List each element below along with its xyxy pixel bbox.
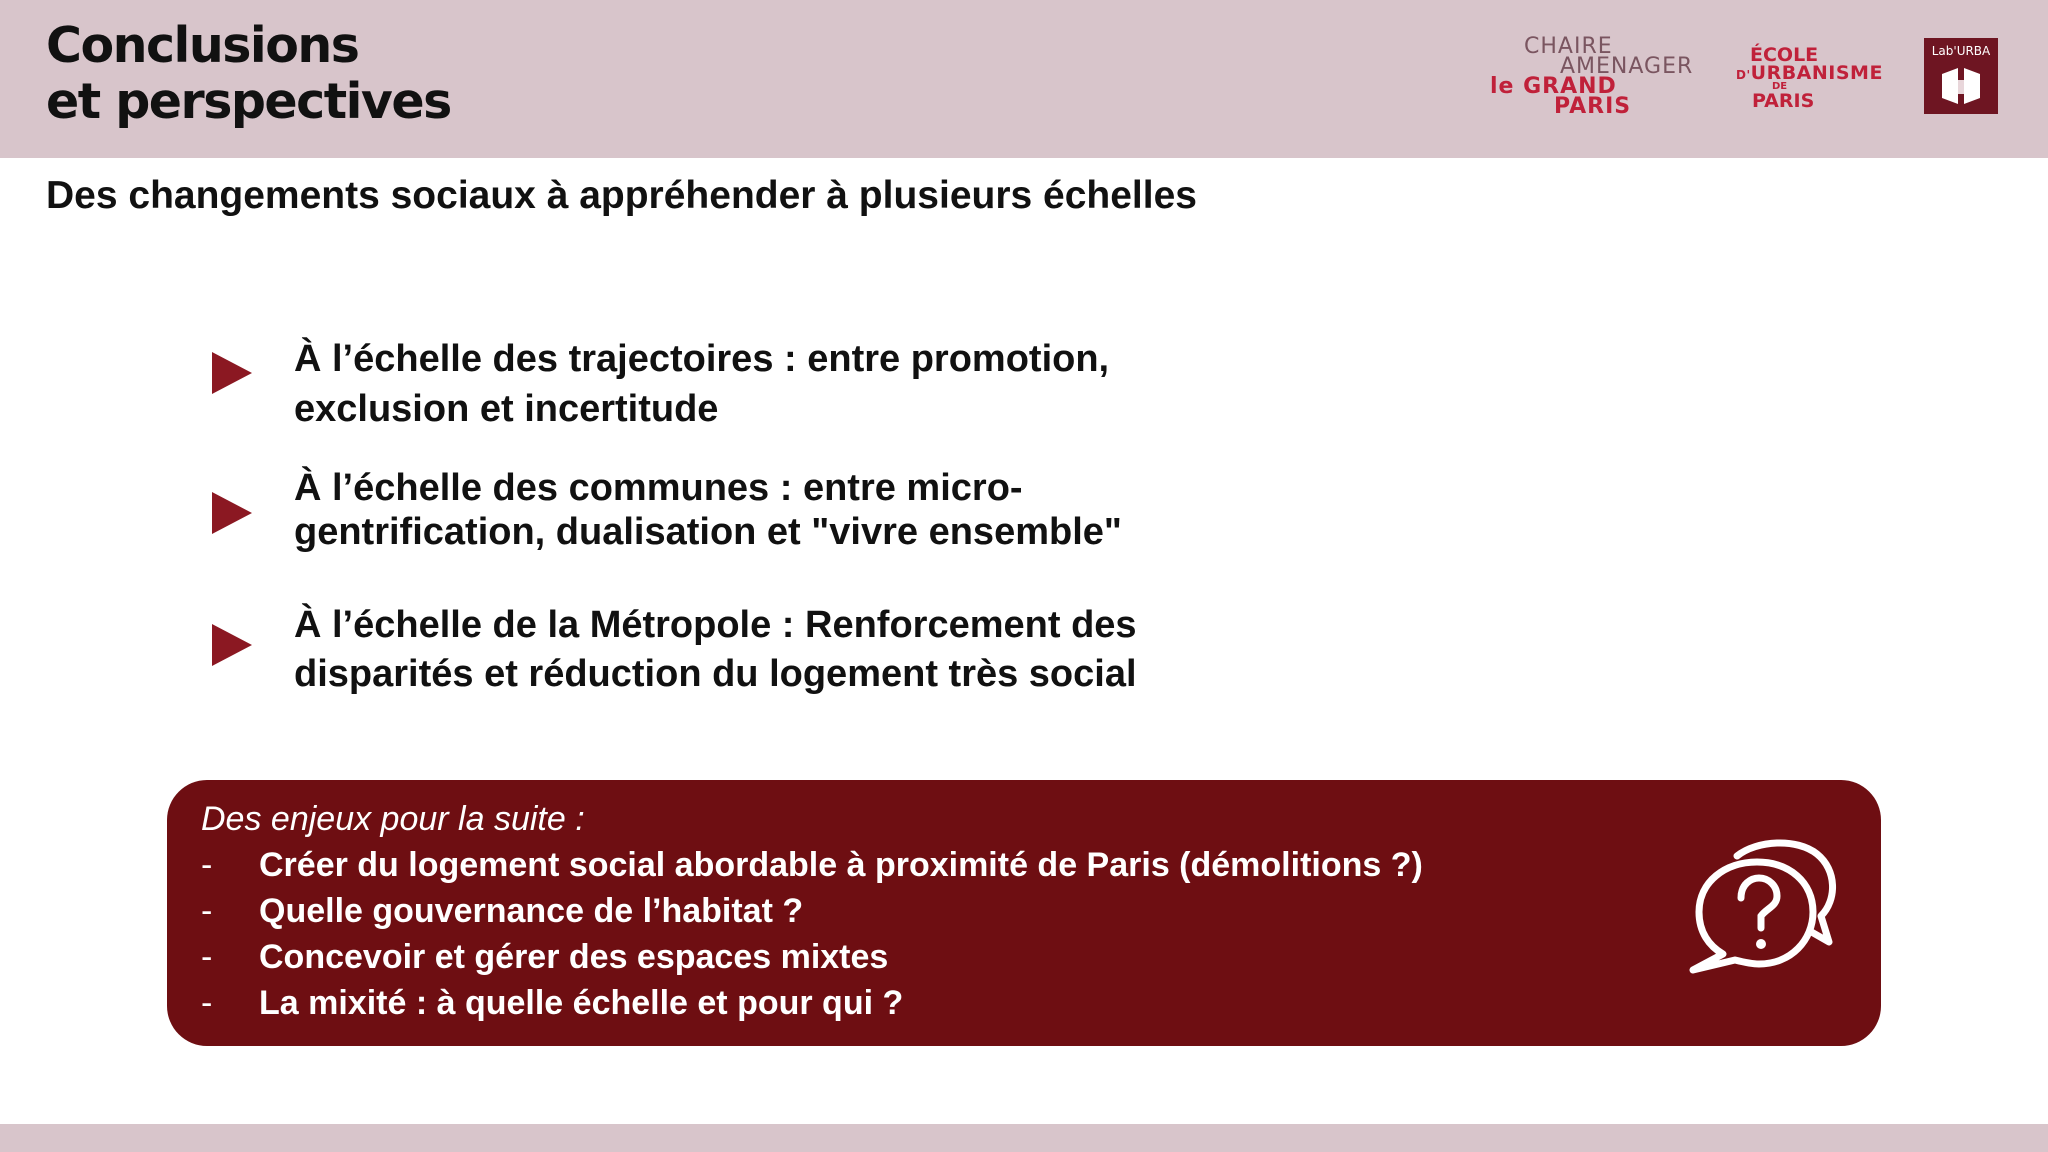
bullet-line1: À l’échelle de la Métropole : Renforcement des bbox=[294, 604, 1137, 646]
bullet-line1: À l’échelle des communes : entre micro- bbox=[294, 467, 1023, 509]
slide-header bbox=[0, 0, 2048, 158]
chaire-logo-line3: le GRAND bbox=[1490, 74, 1617, 99]
question-chat-bubbles-icon bbox=[1685, 836, 1845, 976]
dash-bullet: - bbox=[201, 938, 213, 976]
chaire-amenager-logo bbox=[1490, 34, 1710, 118]
ecole-urbanisme-logo bbox=[1736, 44, 1886, 116]
bullet-text bbox=[294, 334, 1109, 434]
bullet-line2: disparités et réduction du logement très social bbox=[294, 653, 1137, 695]
bullet-item bbox=[212, 334, 1312, 444]
chaire-logo-line4: PARIS bbox=[1554, 94, 1632, 119]
triangle-bullet-icon bbox=[212, 352, 252, 394]
ecole-logo-line3: DE bbox=[1772, 81, 1788, 92]
challenge-text: La mixité : à quelle échelle et pour qui ? bbox=[259, 984, 904, 1022]
ecole-logo-line2 bbox=[1736, 62, 1883, 84]
bullet-line2: gentrification, dualisation et "vivre ensemble" bbox=[294, 511, 1122, 553]
dash-bullet: - bbox=[201, 984, 213, 1022]
bullet-text bbox=[294, 601, 1137, 699]
chaire-logo-line1: CHAIRE bbox=[1524, 34, 1613, 59]
ecole-logo-line2-prefix: D' bbox=[1736, 68, 1751, 82]
challenge-text: Concevoir et gérer des espaces mixtes bbox=[259, 938, 889, 976]
triangle-bullet-icon bbox=[212, 624, 252, 666]
bullet-line1: À l’échelle des trajectoires : entre promotion, bbox=[294, 338, 1110, 380]
slide-title-line1: Conclusions bbox=[46, 17, 359, 74]
dash-bullet: - bbox=[201, 846, 213, 884]
slide-title bbox=[46, 18, 451, 130]
lab-urba-cube-icon bbox=[1938, 64, 1984, 108]
challenge-text: Créer du logement social abordable à proximité de Paris (démolitions ?) bbox=[259, 846, 1423, 884]
bullet-line2: exclusion et incertitude bbox=[294, 388, 719, 430]
slide-footer-bar bbox=[0, 1124, 2048, 1152]
lab-urba-logo-text: Lab'URBA bbox=[1931, 44, 1991, 58]
bullet-item bbox=[212, 466, 1312, 576]
slide-title-line2: et perspectives bbox=[46, 73, 451, 130]
triangle-bullet-icon bbox=[212, 492, 252, 534]
bullet-item bbox=[212, 601, 1312, 711]
dash-bullet: - bbox=[201, 892, 213, 930]
challenge-text: Quelle gouvernance de l’habitat ? bbox=[259, 892, 804, 930]
challenges-box bbox=[167, 780, 1881, 1046]
ecole-logo-line4: PARIS bbox=[1752, 90, 1815, 112]
lab-urba-logo bbox=[1924, 38, 1998, 114]
chaire-logo-line2: AMENAGER bbox=[1560, 54, 1694, 79]
slide-subtitle: Des changements sociaux à appréhender à plusieurs échelles bbox=[46, 174, 1197, 217]
challenges-lead: Des enjeux pour la suite : bbox=[201, 800, 585, 838]
bullet-text bbox=[294, 466, 1122, 554]
ecole-logo-line1: ÉCOLE bbox=[1750, 44, 1819, 66]
ecole-logo-line2-text: URBANISME bbox=[1750, 62, 1883, 84]
